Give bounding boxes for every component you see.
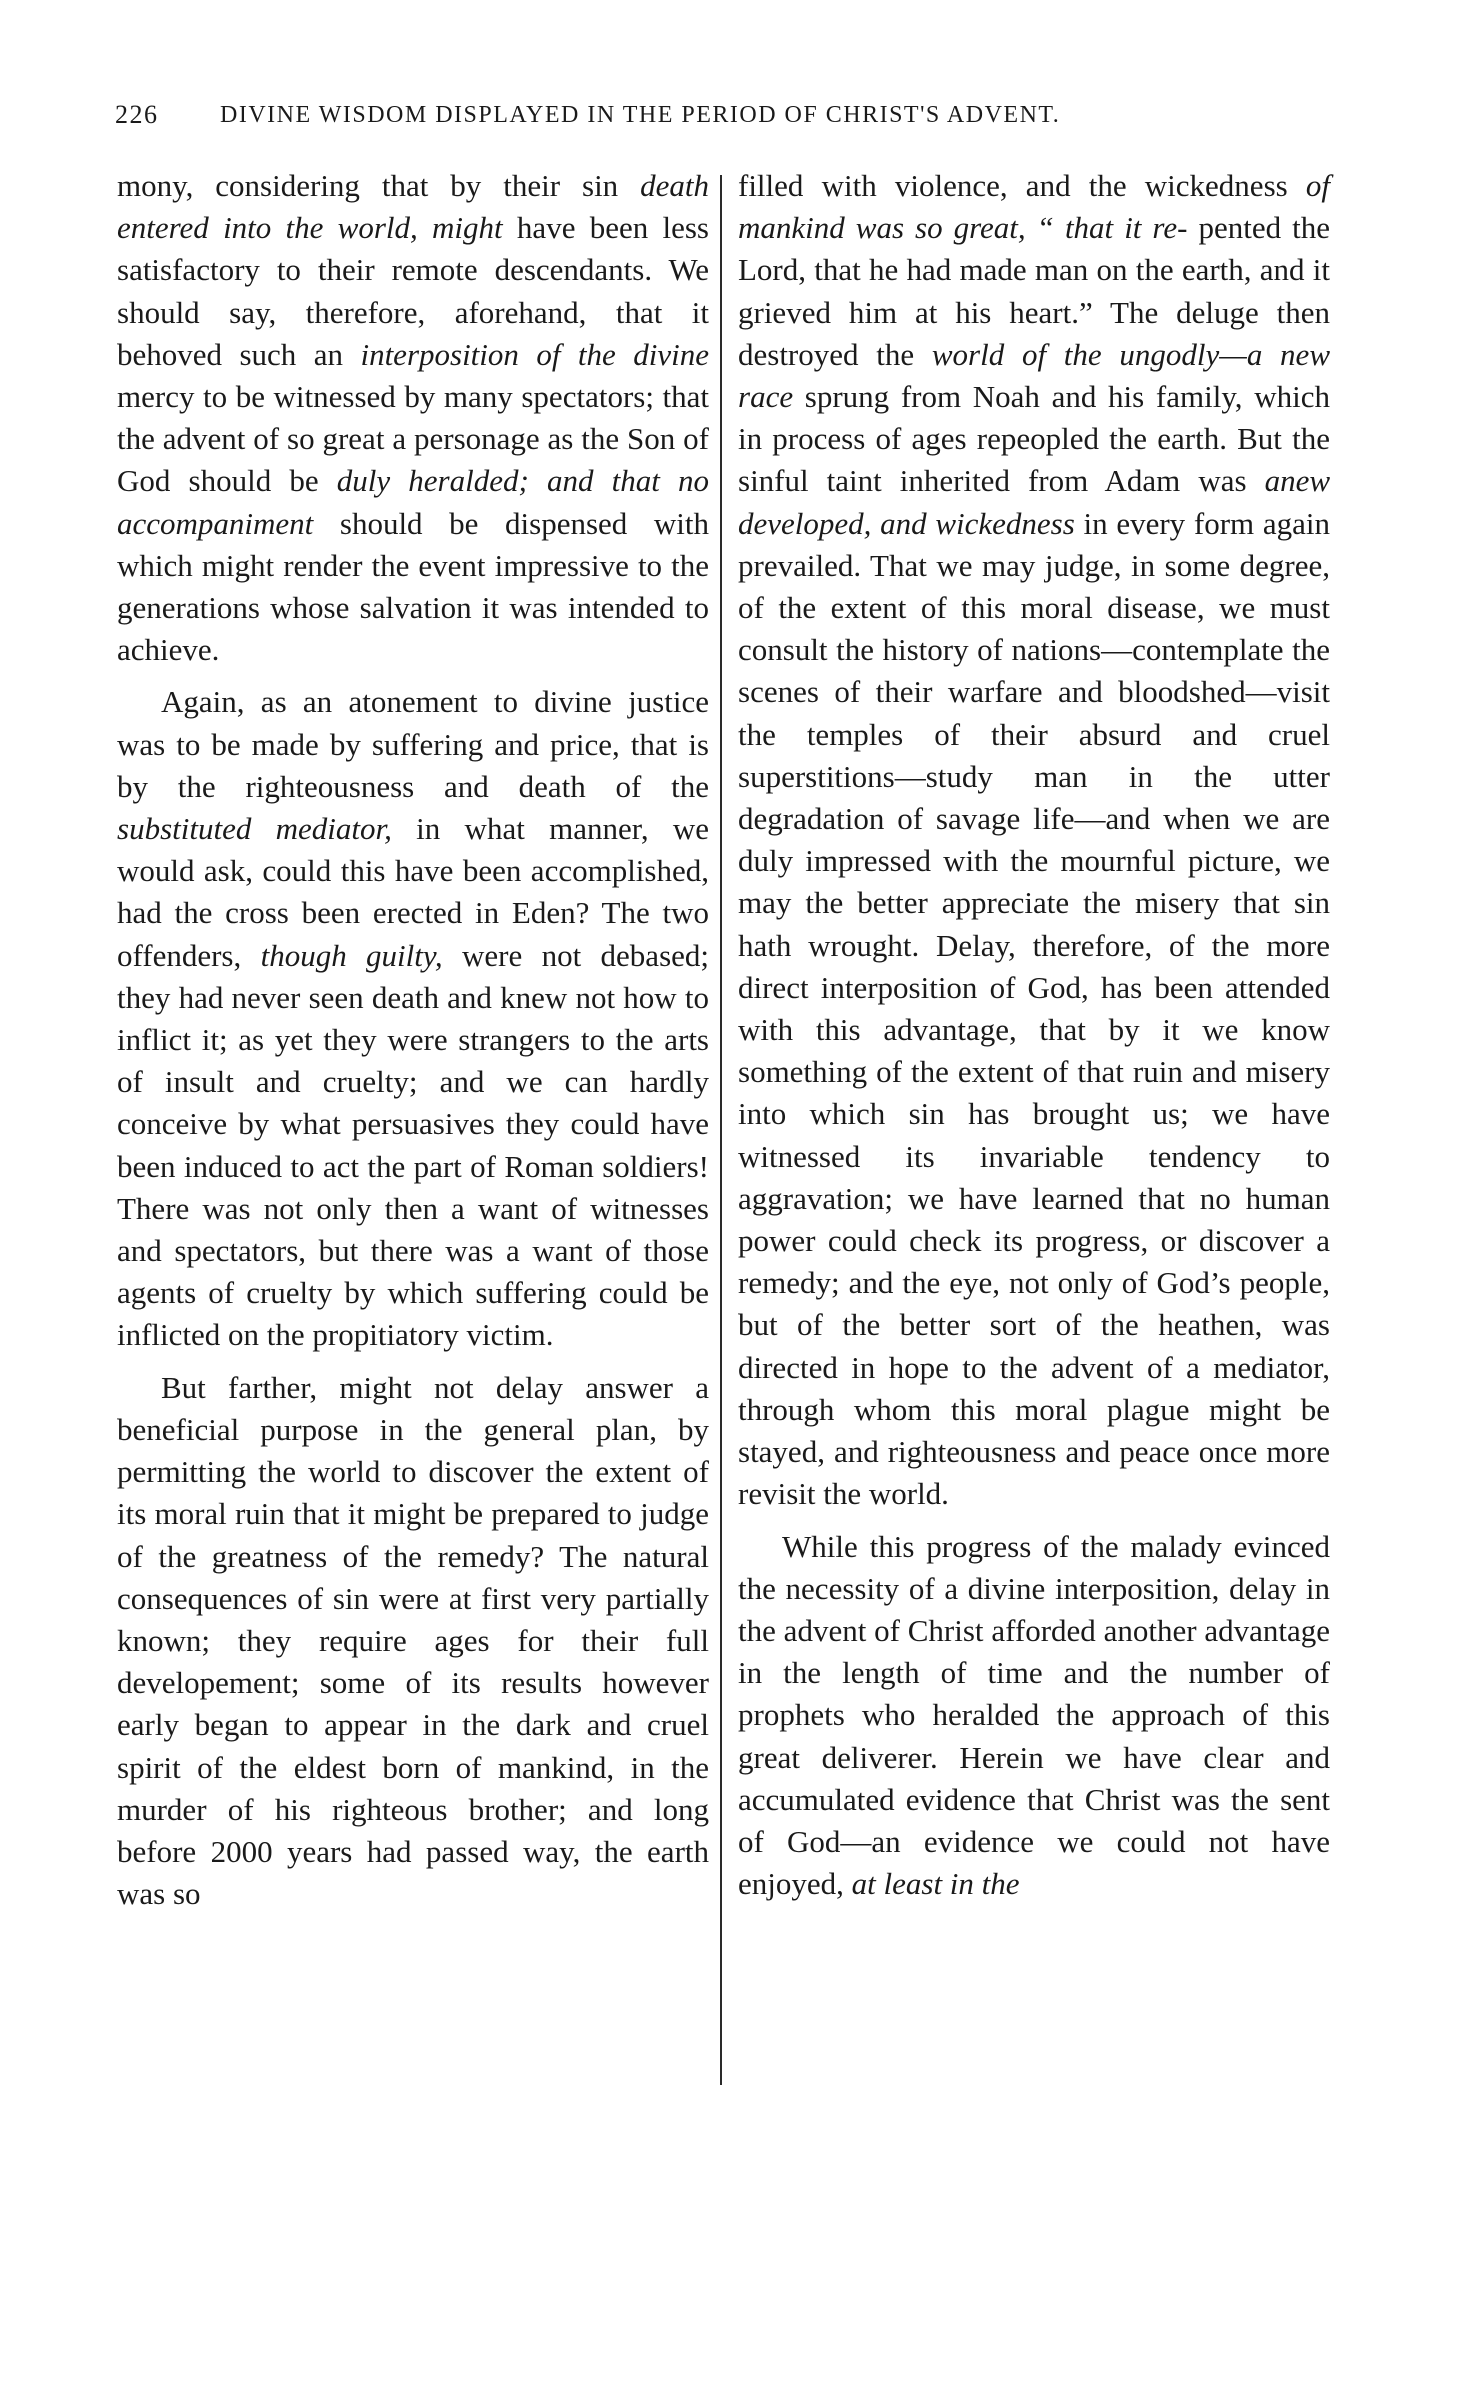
text-run: should be dispensed with which might render the event impressive to the generations whose salvation it was intended to achieve. <box>117 505 709 668</box>
paragraph <box>117 681 709 1356</box>
page-number: 226 <box>115 100 159 129</box>
text-run: While this progress of the malady evinced the necessity of a divine interposition, delay in the advent of Christ afforded another advantage in the length of time and the number of prophets who heralded the approach of this great deliverer. Herein we have clear and accumulated evidence that Christ was the sent of God—an evidence we could not have enjoyed, <box>738 1528 1330 1902</box>
right-column <box>738 165 1330 1905</box>
text-run: sprung from Noah and his family, which in process of ages repeopled the earth. But the sinful taint inherited from Adam was <box>738 379 1330 499</box>
italic-text: at least in the <box>851 1866 1020 1902</box>
running-header <box>115 100 1325 140</box>
paragraph <box>117 165 709 671</box>
text-run: Again, as an atonement to divine justice was to be made by suffering and price, that is by the righteousness and death of the <box>117 684 709 804</box>
text-run: were not debased; they had never seen death and knew not how to inflict it; as yet they were strangers to the arts of insult and cruelty; and we can hardly conceive by what persuasives they could have been induced to act the part of Roman soldiers! There was not only then a want of witnesses and spectators, but there was a want of those agents of cruelty by which suffering could be inflicted on the propitiatory victim. <box>117 937 710 1353</box>
text-run: have been less satisfactory to their remote descendants. We should say, therefore, aforehand, that it behoved such an <box>117 210 709 372</box>
italic-text: death entered into the world, might <box>117 168 709 246</box>
italic-text: substituted mediator, <box>117 811 392 847</box>
running-title: DIVINE WISDOM DISPLAYED IN THE PERIOD OF CHRIST'S ADVENT. <box>220 102 1061 128</box>
italic-text: though guilty, <box>260 937 443 973</box>
text-run: mony, considering that by their sin <box>117 168 641 203</box>
italic-text: anew developed, and wickedness <box>738 463 1330 541</box>
italic-text: of mankind was so great, “ that it re- <box>738 168 1330 246</box>
left-column <box>117 165 709 1915</box>
paragraph: But farther, might not delay answer a beneficial purpose in the general plan, by permitting the world to discover the extent of its moral ruin that it might be prepared to judge of the greatness of the remedy? The natural consequences of sin were at first very partially known; they require ages for their full developement; some of its results however early began to appear in the dark and cruel spirit of the eldest born of mankind, in the murder of his righteous brother; and long before 2000 years had passed way, the earth was so <box>117 1369 709 1912</box>
paragraph <box>738 1526 1330 1906</box>
text-run: filled with violence, and the wickedness <box>738 168 1306 203</box>
text-run: in every form again prevailed. That we may judge, in some degree, of the extent of this moral disease, we must consult the history of nations—contemplate the scenes of their warfare and bloodshed—visit the temples of their absurd and cruel superstitions—study man in the utter degradation of savage life—and when we are duly impressed with the mournful picture, we may the better appreciate the misery that sin hath wrought. Delay, therefore, of the more direct interposition of God, has been attended with this advantage, that by it we know something of the extent of that ruin and misery into which sin has brought us; we have witnessed its invariable tendency to aggravation; we have learned that no human power could check its progress, or discover a remedy; and the eye, not only of God’s people, but of the better sort of the heathen, was directed in hope to the advent of a mediator, through whom this moral plague might be stayed, and righteousness and peace once more revisit the world. <box>738 505 1330 1512</box>
italic-text: interposition of the divine <box>360 336 709 372</box>
text-run: in what manner, we would ask, could this have been accomplished, had the cross been erected in Eden? The two offenders, <box>117 811 709 973</box>
text-run: mercy to be witnessed by many spectators; that the advent of so great a personage as the Son of God should be <box>117 379 709 499</box>
text-run: pented the Lord, that he had made man on the earth, and it grieved him at his heart.” The deluge then destroyed the <box>738 210 1330 372</box>
paragraph <box>738 165 1330 1516</box>
italic-text: duly heralded; and that no accompaniment <box>117 463 709 541</box>
column-divider <box>720 175 722 2085</box>
italic-text: world of the ungodly—a new race <box>738 336 1330 415</box>
